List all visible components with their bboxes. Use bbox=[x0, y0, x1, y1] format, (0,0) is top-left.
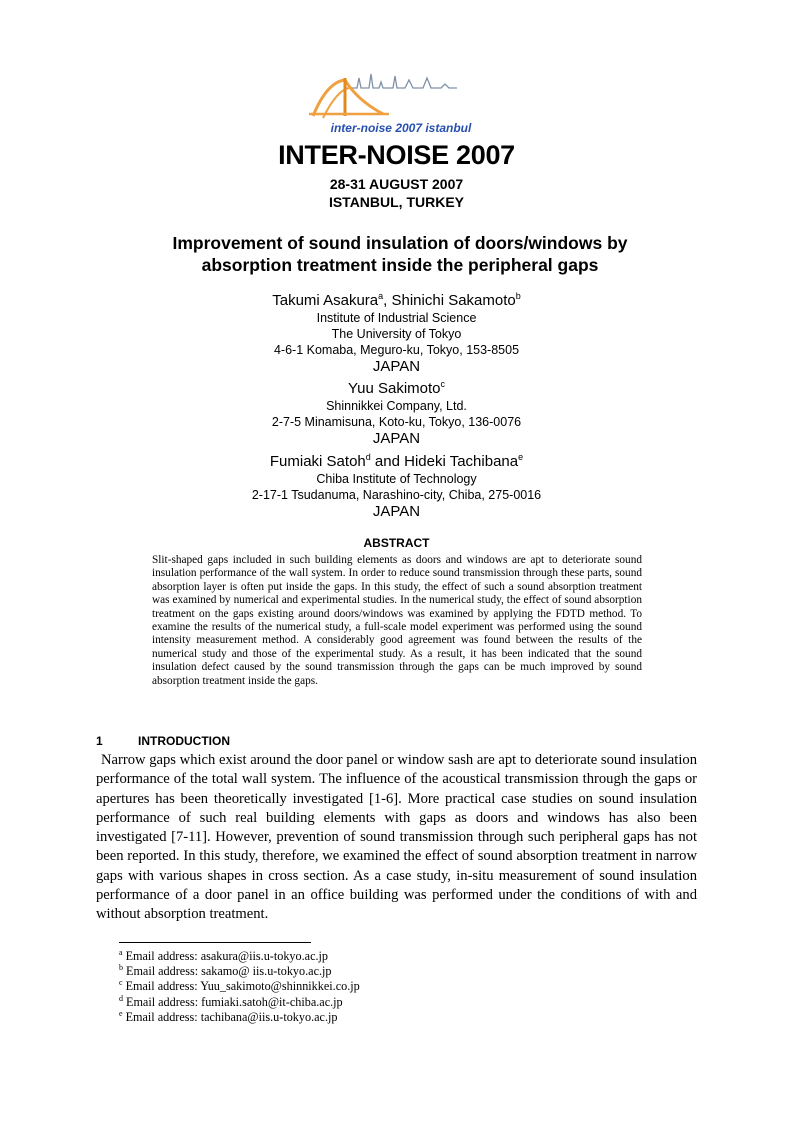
author-mark: d bbox=[365, 452, 371, 462]
affiliation-country: JAPAN bbox=[372, 358, 421, 375]
author-mark: b bbox=[515, 291, 521, 301]
author-separator: , bbox=[383, 292, 392, 309]
logo-text: inter-noise 2007 istanbul bbox=[330, 121, 472, 135]
affiliation: Institute of Industrial Science bbox=[316, 311, 477, 325]
author-name: Fumiaki Satoh bbox=[269, 453, 366, 470]
footnote-mark: a bbox=[119, 948, 123, 957]
footnote bbox=[119, 1010, 360, 1025]
footnote-mark: c bbox=[119, 978, 123, 988]
author-line-3 bbox=[0, 453, 793, 470]
author-name: Yuu Sakimoto bbox=[347, 380, 441, 397]
logo-skyline bbox=[345, 74, 457, 88]
affiliation-country: JAPAN bbox=[372, 503, 421, 520]
paper-title-line2: absorption treatment inside the peripheral gaps bbox=[201, 255, 599, 275]
author-line-2 bbox=[0, 380, 793, 397]
footnotes bbox=[119, 949, 360, 1025]
affiliation-address: 2-17-1 Tsudanuma, Narashino-city, Chiba, 275-0016 bbox=[251, 488, 542, 502]
footnote bbox=[119, 964, 360, 979]
author-name: Takumi Asakura bbox=[272, 292, 379, 309]
author-mark: c bbox=[440, 379, 446, 389]
conference-logo bbox=[305, 70, 490, 138]
author-mark: e bbox=[518, 452, 524, 462]
section-number: 1 bbox=[96, 734, 103, 748]
author-mark: a bbox=[378, 291, 384, 301]
author-name: Hideki Tachibana bbox=[404, 453, 519, 470]
footnote-text: Email address: tachibana@iis.u-tokyo.ac.jp bbox=[125, 1009, 338, 1024]
conference-place: ISTANBUL, TURKEY bbox=[328, 194, 465, 210]
footnote-text: Email address: sakamo@ iis.u-tokyo.ac.jp bbox=[126, 964, 332, 979]
footnote bbox=[119, 949, 360, 964]
footnote-text: Email address: Yuu_sakimoto@shinnikkei.co.jp bbox=[125, 979, 360, 994]
footnote-mark: b bbox=[119, 963, 123, 973]
conference-date: 28-31 AUGUST 2007 bbox=[329, 176, 464, 192]
abstract-text: Slit-shaped gaps included in such building elements as doors and windows are apt to deteriorate sound insulation performance of the wall system. In order to reduce sound transmission through these parts, sound absorption layer is often put inside the gaps. In this study, the effect of such a sound absorption treatment was examined by numerical and experimental studies. In the numerical study, the effect of sound absorption treatment on the gaps existing around doors/windows was examined by applying the FDTD method. To examine the results of the numerical study, a full-scale model experiment was performed using the sound intensity measurement method. A considerably good agreement was found between the results of the numerical study and those of the experimental study. As a result, it has been indicated that the sound insulation defect caused by the sound transmission through the gaps can be much improved by sound absorption treatment inside the gaps. bbox=[152, 554, 642, 687]
footnote-text: Email address: asakura@iis.u-tokyo.ac.jp bbox=[125, 949, 329, 963]
section-title: INTRODUCTION bbox=[138, 734, 230, 748]
author-separator: and bbox=[370, 453, 405, 470]
section-heading bbox=[96, 734, 230, 748]
paper-title-line1: Improvement of sound insulation of doors/windows by bbox=[172, 233, 628, 253]
affiliation-address: 2-7-5 Minamisuna, Koto-ku, Tokyo, 136-0076 bbox=[271, 415, 522, 429]
introduction-text: Narrow gaps which exist around the door panel or window sash are apt to deteriorate sound insulation performance of the total wall system. The influence of the acoustical transmission through the gaps or apertures has been theoretically investigated [1-6]. More practical case studies on sound insulation performance of such real building elements with gaps as doors and windows has also been investigated [7-11]. However, prevention of sound transmission through such peripheral gaps has not been reported. In this study, therefore, we examined the effect of sound absorption treatment in narrow gaps with various shapes in cross section. As a case study, in-situ measurement of sound insulation performance of a door panel in an office building was performed under the conditions of with and without absorption treatment. bbox=[96, 752, 697, 923]
affiliation-country: JAPAN bbox=[372, 430, 421, 447]
footnote-mark: e bbox=[119, 1008, 123, 1018]
affiliation-address: 4-6-1 Komaba, Meguro-ku, Tokyo, 153-8505 bbox=[273, 343, 520, 357]
footnote-mark: d bbox=[119, 993, 123, 1003]
affiliation: The University of Tokyo bbox=[331, 327, 462, 341]
affiliation: Shinnikkei Company, Ltd. bbox=[326, 399, 467, 413]
footnote-text: Email address: fumiaki.satoh@it-chiba.ac.jp bbox=[126, 994, 343, 1009]
affiliation: Chiba Institute of Technology bbox=[316, 472, 477, 486]
conference-title: INTER-NOISE 2007 bbox=[278, 140, 515, 170]
footnote bbox=[119, 979, 360, 994]
author-name: Shinichi Sakamoto bbox=[391, 292, 516, 309]
abstract-heading: ABSTRACT bbox=[363, 536, 430, 550]
author-line-1 bbox=[0, 292, 793, 309]
paper-title bbox=[140, 232, 660, 276]
footnote-rule bbox=[119, 942, 311, 943]
footnote bbox=[119, 995, 360, 1010]
